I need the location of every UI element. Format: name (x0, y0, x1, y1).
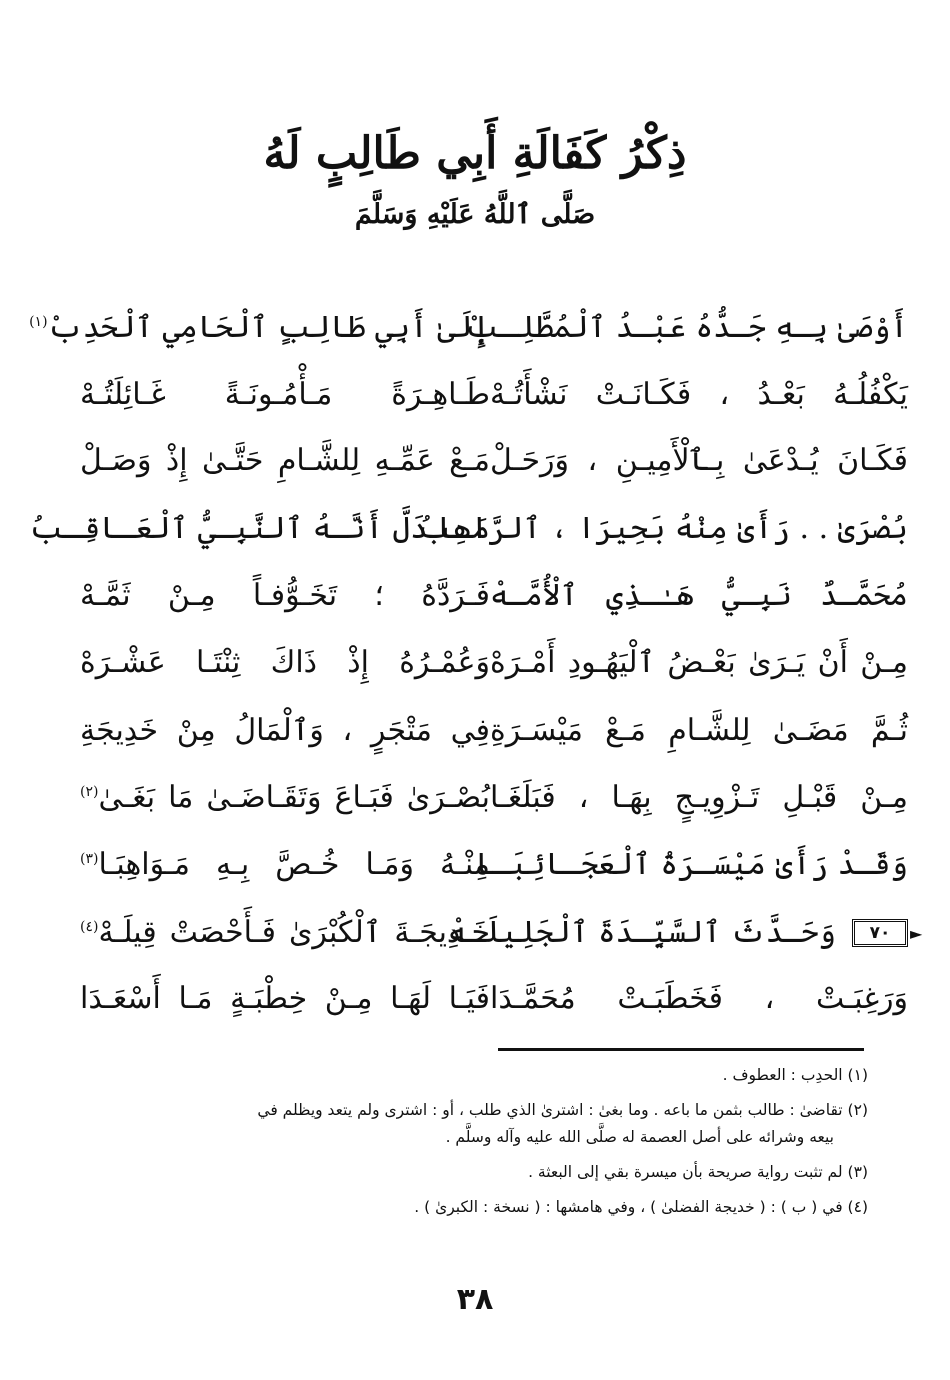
verse-first-hemistich: يَكْفُلُـهُ بَعْـدُ ، فَكَـانَـتْ نَشْأَتُـهْ (490, 377, 908, 412)
footnotes (82, 1062, 868, 1229)
footnote-ref: (٣) (80, 851, 99, 867)
verse-second-text: بُصْـرَىٰ فَبَـاعَ وَتَقَـاضَـىٰ مَا بَغَـىٰ (98, 780, 490, 815)
verse-row (0, 372, 950, 432)
verse-row (0, 775, 950, 835)
verse-row (0, 573, 950, 633)
chapter-subtitle-blessing: صَلَّى ٱللَّهُ عَلَيْهِ وَسَلَّمَ (354, 199, 596, 230)
original-page-number: ٧٠ (852, 919, 908, 947)
verse-second-hemistich: فِي مَتْجَرٍ ، وَٱلْمَالُ مِنْ خَدِيجَةِ (80, 713, 490, 748)
footnote-item (82, 1062, 868, 1089)
verse-first-hemistich: وَقَـدْ رَأَىٰ مَيْسَـرَةُ ٱلْعَجَـائِبَـا (475, 847, 908, 882)
verse-second-hemistich: فَيَـا لَهَـا مِـنْ خِطْبَـةٍ مَـا أَسْعَـدَا (80, 981, 490, 1016)
verse-row (0, 305, 950, 365)
verse-first-hemistich: أَوْصَىٰ بِـهِ جَـدُّهُ عَبْـدُ ٱلْمُطَّلِـبْ (465, 310, 908, 345)
verse-second-hemistich (80, 842, 490, 888)
footnote-item (82, 1159, 868, 1186)
verse-second-hemistich: طَـاهِـرَةً مَـأْمُـونَـةً غَـائِلَتُـهْ (80, 377, 490, 412)
verse-second-hemistich: وَعُمْـرُهُ إِذْ ذَاكَ ثِنْتَـا عَشْـرَهْ (80, 645, 490, 680)
footnote-item (82, 1097, 868, 1151)
arrow-right-icon: ► (910, 923, 923, 943)
verse-second-text: مِنْـهُ وَمَـا خُـصَّ بِـهِ مَـوَاهِبَـا (98, 847, 490, 882)
verse-second-text: إِلَىٰ أَبِي طَالِبٍ ٱلْحَامِي ٱلْحَدِبْ (47, 310, 490, 345)
verse-first-hemistich: وَحَـدَّثَ ٱلسَّيِّـدَةَ ٱلْجَلِيلَـهْ (447, 915, 836, 950)
verse-row (0, 842, 950, 902)
footnote-number: (١) (847, 1066, 868, 1084)
verse-row (0, 976, 950, 1036)
verse-row (0, 438, 950, 498)
verse-second-hemistich: مَـا دَلَّ أَنَّـهُ ٱلنَّبِـيُّ ٱلْعَـاقِـبُ (29, 511, 490, 546)
verse-row (0, 910, 950, 970)
verse-row (0, 506, 950, 566)
footnote-text: تقاضىٰ : طالب بثمن ما باعه . وما بغىٰ : اشترىٰ الذي طلب ، أو : اشترى ولم يتعد ويظلم في (257, 1101, 843, 1119)
footnote-number: (٤) (847, 1198, 868, 1216)
verse-second-hemistich (80, 910, 490, 956)
footnote-divider (498, 1048, 864, 1051)
verse-first-hemistich: وَرَغِبَـتْ ، فَخَطَبَـتْ مُحَمَّـدَا (490, 981, 908, 1016)
verse-first-hemistich: مُحَمَّـدٌ نَبِـيُّ هَـٰـذِي ٱلْأُمَّـهْ (490, 578, 908, 613)
footnote-number: (٢) (847, 1101, 868, 1119)
footnote-text: لم تثبت رواية صريحة بأن ميسرة بقي إلى البعثة . (528, 1163, 843, 1181)
page-number: ٣٨ (456, 1282, 494, 1317)
verse-second-text: خَـدِيجَـةَ ٱلْكُبْرَىٰ فَـأَحْصَتْ قِيلَـهْ (98, 915, 490, 950)
footnote-text: في ( ب ) : ( خديجة الفضلىٰ ) ، وفي هامشها : ( نسخة : الكبرىٰ ) . (414, 1198, 843, 1216)
footnote-number: (٣) (847, 1163, 868, 1181)
verse-second-hemistich: فَـرَدَّهُ ؛ تَخَـوُّفـاً مِـنْ ثَمَّـهْ (80, 578, 490, 613)
verse-first-hemistich: مِـنْ أَنْ يَـرَىٰ بَعْـضُ ٱلْيَهُـودِ أَمْـرَهْ (490, 645, 908, 680)
verse-first-hemistich: ثُـمَّ مَضَـىٰ لِلشَّـامِ مَـعْ مَيْسَـرَةِ (490, 713, 908, 748)
verse-row (0, 708, 950, 768)
footnote-ref: (١) (29, 314, 48, 330)
verse-second-hemistich (80, 775, 490, 821)
original-page-marker (852, 918, 922, 948)
footnote-ref: (٢) (80, 784, 99, 800)
verse-row (0, 640, 950, 700)
verse-second-hemistich (29, 305, 490, 351)
verse-second-hemistich: مَـعْ عَمِّـهِ لِلشَّـامِ حَتَّـىٰ إِذْ وَصَـلْ (80, 443, 490, 478)
footnote-item (82, 1194, 868, 1221)
chapter-title: ذِكْرُ كَفَالَةِ أَبِي طَالِبٍ لَهُ (263, 128, 687, 179)
footnote-ref: (٤) (80, 919, 99, 935)
verse-first-hemistich: فَكَـانَ يُـدْعَىٰ بِـٱلْأَمِيـنِ ، وَرَحَـلْ (490, 443, 908, 478)
verse-first-hemistich: مِـنْ قَبْـلِ تَـزْوِيـجٍ بِهَـا ، فَبَلَغَـا (490, 780, 908, 815)
footnote-text-continued: بيعه وشرائه على أصل العصمة له صلَّى الله عليه وآله وسلَّم . (445, 1128, 834, 1146)
footnote-text: الحدِب : العطوف . (722, 1066, 843, 1084)
verse-first-hemistich: بُصْرَىٰ . . رَأَىٰ مِنْهُ بَحِيرَا ، ٱلرَّاهِبُ (417, 511, 908, 546)
